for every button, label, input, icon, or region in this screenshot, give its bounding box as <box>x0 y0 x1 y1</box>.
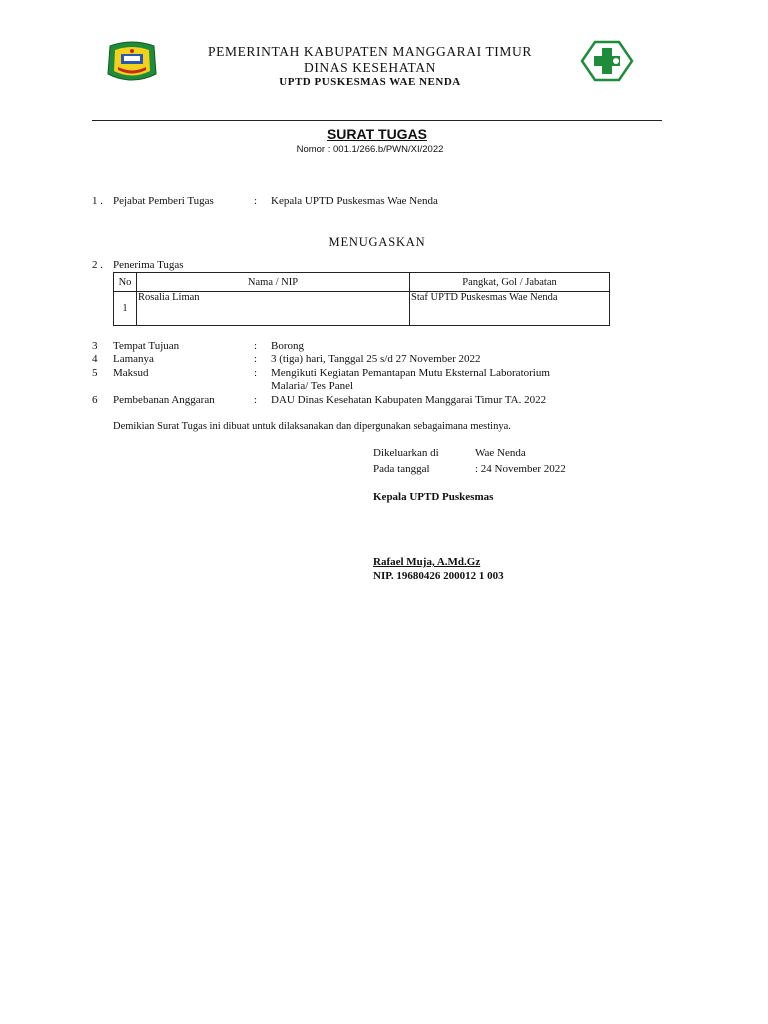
signatory-nip: NIP. 19680426 200012 1 003 <box>373 570 504 582</box>
table-header-row <box>114 273 610 292</box>
detail-label: Maksud <box>113 367 149 379</box>
document-title-text: SURAT TUGAS <box>326 126 428 142</box>
table-row <box>114 292 610 326</box>
item2-label: Penerima Tugas <box>113 259 184 271</box>
item2-number: 2 . <box>92 259 103 271</box>
puskesmas-cross-icon <box>580 40 634 82</box>
issued-place-value: Wae Nenda <box>475 447 526 459</box>
detail-value-continued: Malaria/ Tes Panel <box>271 380 354 392</box>
detail-value: Mengikuti Kegiatan Pemantapan Mutu Eksternal Laboratorium <box>271 367 550 379</box>
menugaskan-heading: MENUGASKAN <box>328 235 426 249</box>
detail-label: Lamanya <box>113 353 154 365</box>
item1-value: Kepala UPTD Puskesmas Wae Nenda <box>271 195 438 207</box>
header-government: PEMERINTAH KABUPATEN MANGGARAI TIMUR <box>208 44 532 59</box>
detail-colon: : <box>254 340 258 352</box>
detail-label: Tempat Tujuan <box>113 340 180 352</box>
document-number: Nomor : 001.1/266.b/PWN/XI/2022 <box>296 144 444 155</box>
detail-value: DAU Dinas Kesehatan Kabupaten Manggarai Timur TA. 2022 <box>271 394 547 406</box>
issued-place-label: Dikeluarkan di <box>373 447 439 459</box>
detail-number: 6 <box>92 394 98 406</box>
issued-date-value: : 24 November 2022 <box>475 463 566 475</box>
signatory-position: Kepala UPTD Puskesmas <box>373 491 494 503</box>
header-unit: UPTD PUSKESMAS WAE NENDA <box>279 76 461 88</box>
detail-value: Borong <box>271 340 304 352</box>
document-title <box>92 126 662 142</box>
table-cell-name: Rosalia Liman <box>137 292 410 326</box>
detail-colon: : <box>254 394 258 406</box>
header-divider <box>92 120 662 121</box>
item1-colon: : <box>254 195 258 207</box>
table-header-no: No <box>114 273 137 292</box>
table-cell-position: Staf UPTD Puskesmas Wae Nenda <box>410 292 610 326</box>
item1-label: Pejabat Pemberi Tugas <box>113 195 214 207</box>
header-department: DINAS KESEHATAN <box>303 60 437 75</box>
detail-value: 3 (tiga) hari, Tanggal 25 s/d 27 November 2022 <box>271 353 481 365</box>
item1-number: 1 . <box>92 195 103 207</box>
issued-date-label: Pada tanggal <box>373 463 430 475</box>
detail-colon: : <box>254 353 258 365</box>
table-cell-no: 1 <box>114 292 137 326</box>
detail-number: 4 <box>92 353 98 365</box>
table-header-name: Nama / NIP <box>137 273 410 292</box>
recipient-table <box>113 272 610 326</box>
table-header-position: Pangkat, Gol / Jabatan <box>410 273 610 292</box>
detail-number: 3 <box>92 340 98 352</box>
closing-statement: Demikian Surat Tugas ini dibuat untuk dilaksanakan dan dipergunakan sebagaimana mestinya. <box>113 421 511 432</box>
detail-colon: : <box>254 367 258 379</box>
detail-label: Pembebanan Anggaran <box>113 394 215 406</box>
regency-crest-icon <box>104 40 160 84</box>
signatory-name: Rafael Muja, A.Md.Gz <box>373 556 481 568</box>
detail-number: 5 <box>92 367 98 379</box>
